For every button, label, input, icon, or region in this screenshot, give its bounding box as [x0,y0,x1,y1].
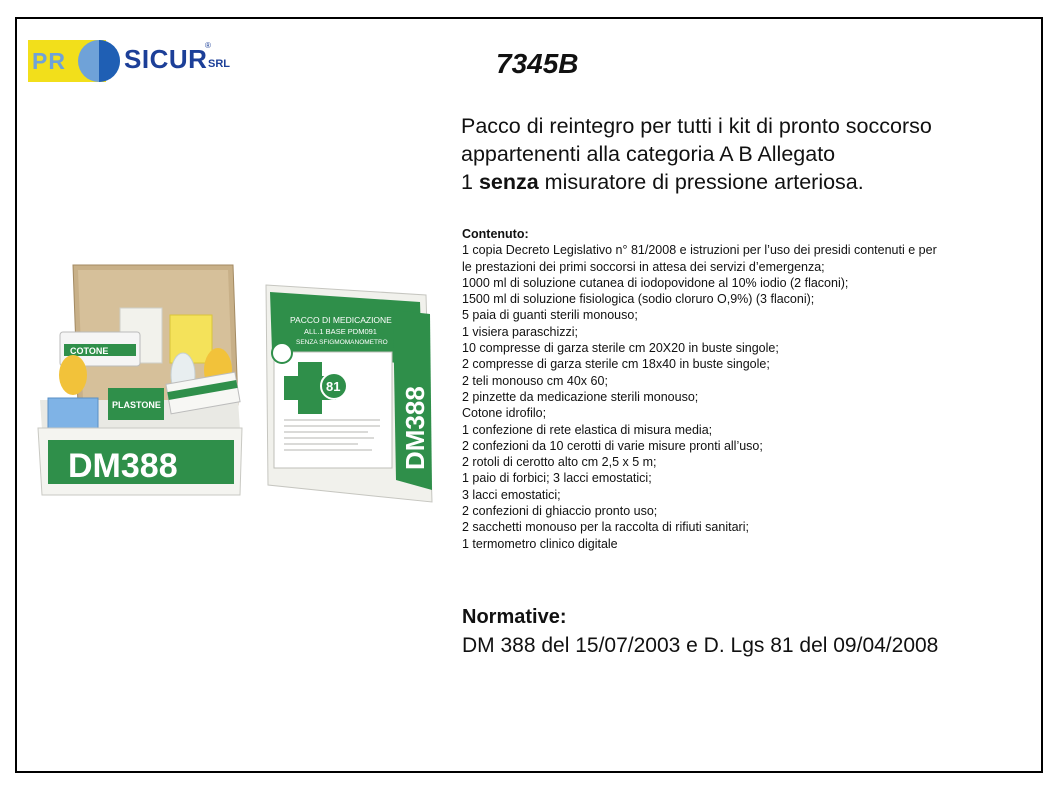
logo-text-sicur: SICUR [124,44,208,74]
normative-section [462,606,1032,658]
list-item: 1500 ml di soluzione fisiologica (sodio cloruro O,9%) (3 flaconi); [462,292,815,307]
list-item: 1000 ml di soluzione cutanea di iodopovidone al 10% iodio (2 flaconi); [462,275,849,290]
open-box-label: DM388 [68,447,178,485]
list-item: 1 confezione di rete elastica di misura media; [462,422,713,437]
list-item: 1 termometro clinico digitale [462,536,618,551]
description-line-2: appartenenti alla categoria A B Allegato [461,142,836,166]
list-item: 1 copia Decreto Legislativo n° 81/2008 e istruzioni per l’uso dei presidi contenuti e per [462,243,937,258]
contents-list [462,242,1032,552]
contents-section [462,226,1032,552]
plastone-label: PLASTONE [112,400,161,410]
closed-box-label-panel [274,352,392,468]
prosicur-logo [28,40,238,82]
logo-disc-icon [78,40,120,82]
yellow-leaflet [170,315,212,363]
list-item: 2 sacchetti monouso per la raccolta di rifiuti sanitari; [462,520,749,535]
list-item: 2 rotoli di cerotto alto cm 2,5 x 5 m; [462,455,657,470]
description-emphasis: senza [478,170,539,194]
list-item: 1 paio di forbici; 3 lacci emostatici; [462,471,652,486]
closed-box-title: PACCO DI MEDICAZIONE [290,315,392,325]
cotton-pack-label: COTONE [70,346,109,356]
description-line-1: Pacco di reintegro per tutti i kit di pronto soccorso [461,114,932,138]
list-item: 1 visiera paraschizzi; [462,324,579,339]
list-item: 2 confezioni da 10 cerotti di varie misure pronti all’uso; [462,438,763,453]
contents-label: Contenuto: [462,227,529,241]
closed-box-subtitle-1: ALL.1 BASE PDM091 [304,327,377,336]
product-code: 7345B [496,48,579,79]
list-item: 10 compresse di garza sterile cm 20X20 in buste singole; [462,341,779,356]
list-item: 2 teli monouso cm 40x 60; [462,373,608,388]
list-item: 3 lacci emostatici; [462,487,561,502]
description-line-3: 1 senza misuratore di pressione arteriosa. [461,170,864,194]
list-item: le prestazioni dei primi soccorsi in attesa dei servizi d’emergenza; [462,259,825,274]
logo-registered-mark: ® [205,41,211,50]
normative-text: DM 388 del 15/07/2003 e D. Lgs 81 del 09/04/2008 [462,634,939,657]
normative-label: Normative: [462,606,567,628]
list-item: 2 confezioni di ghiaccio pronto uso; [462,504,658,519]
closed-box-subtitle-2: SENZA SFIGMOMANOMETRO [296,339,388,346]
list-item: 2 pinzette da medicazione sterili monouso; [462,389,699,404]
closed-box-seal-icon [272,343,292,363]
list-item: Cotone idrofilo; [462,406,547,421]
badge-81-text: 81 [326,379,341,394]
product-description [461,112,1021,196]
logo-text-pr: PR [32,48,66,74]
iodine-bottle [59,355,87,395]
list-item: 2 compresse di garza sterile cm 18x40 in buste singole; [462,357,770,372]
logo-text-srl: SRL [208,58,230,70]
list-item: 5 paia di guanti sterili monouso; [462,308,638,323]
product-photo [28,240,448,520]
closed-box-side-label: DM388 [400,386,430,470]
